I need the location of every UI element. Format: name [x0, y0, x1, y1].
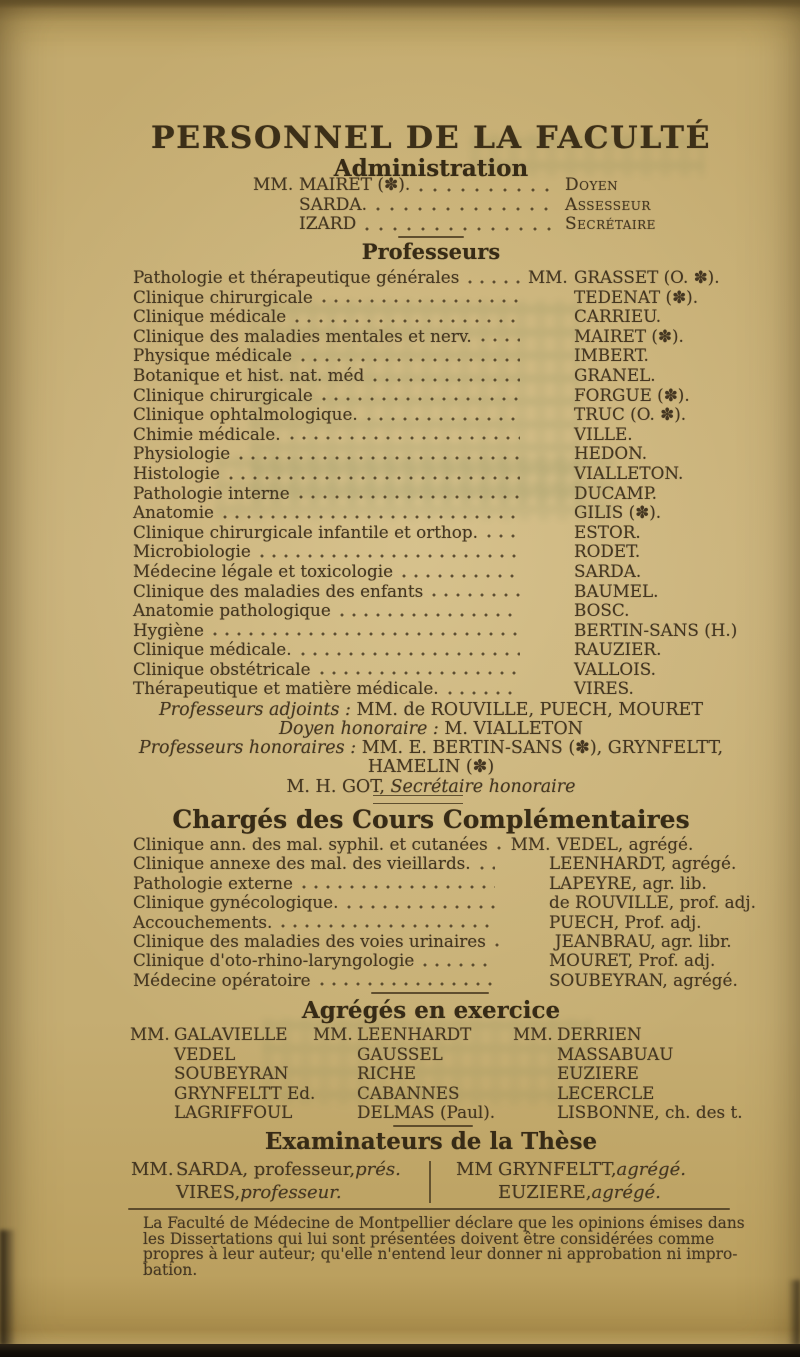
chair-subject: Clinique des maladies mentales et nerv.: [133, 325, 472, 346]
professor-name: RODET.: [574, 541, 641, 562]
cours-row: [133, 835, 800, 854]
cours-row: [133, 913, 800, 932]
course-subject: Médecine opératoire: [133, 969, 311, 990]
dot-leader: [320, 982, 495, 986]
professor-row: [133, 679, 800, 699]
agrege-name: MASSABUAU: [557, 1043, 674, 1064]
professor-row: [133, 366, 800, 386]
chair-subject: Hygiène: [133, 619, 204, 640]
footer-line: propres à leur auteur; qu'elle n'entend leur donner ni approbation ni impro-: [143, 1245, 738, 1264]
doyen-honoraire-line: [62, 719, 800, 739]
agrege-name: DERRIEN: [557, 1024, 642, 1044]
dot-leader: [423, 963, 495, 967]
dot-leader: [497, 846, 503, 850]
examinateurs-right-column: [456, 1158, 686, 1204]
dot-leader: [481, 338, 520, 342]
chair-subject: Clinique chirurgicale: [133, 286, 313, 307]
professor-name: IMBERT.: [574, 345, 649, 366]
lecturer-name: JEANBRAU, agr. libr.: [554, 931, 732, 952]
agrege-name: EUZIERE: [557, 1063, 639, 1083]
agrege-name: GRYNFELTT Ed.: [174, 1082, 316, 1103]
chair-subject: Botanique et hist. nat. méd: [133, 364, 365, 385]
professors-list: [133, 268, 800, 699]
professor-name: ESTOR.: [574, 521, 641, 542]
professor-row: [133, 621, 800, 641]
scan-corner-shadow: [788, 1280, 800, 1346]
mm-prefix: MM.: [528, 267, 568, 287]
person-role: Assesseur: [565, 194, 651, 215]
agrege-name: CABANNES: [357, 1082, 460, 1103]
dot-leader: [365, 227, 557, 231]
faculty-disclaimer: [143, 1214, 745, 1279]
honoraires-names-line2: HAMELIN (✽): [367, 757, 495, 777]
chair-subject: Médecine légale et toxicologie: [133, 560, 394, 581]
doyen-honoraire-label: Doyen honoraire :: [278, 719, 439, 739]
professor-name: VILLE.: [574, 423, 633, 444]
secretaire-name: M. H. GOT,: [286, 777, 385, 797]
lecturer-name: LEENHARDT, agrégé.: [549, 853, 737, 874]
chair-subject: Anatomie: [133, 502, 214, 523]
person-role: Secrétaire: [565, 214, 656, 235]
chair-subject: Physique médicale: [133, 345, 293, 366]
chair-subject: Clinique médicale.: [133, 639, 292, 660]
chair-subject: Chimie médicale.: [133, 423, 281, 444]
mm-prefix: MM.: [513, 1024, 553, 1044]
agrege-name: LAGRIFFOUL: [174, 1102, 293, 1122]
course-subject: Clinique annexe des mal. des vieillards.: [133, 853, 471, 874]
person-role: Doyen: [565, 175, 619, 195]
professor-name: VIALLETON.: [574, 462, 684, 483]
dot-leader: [448, 691, 520, 695]
lecturer-name: MOURET, Prof. adj.: [549, 950, 716, 971]
examinateur-name: VIRES,: [176, 1182, 241, 1203]
dot-leader: [229, 476, 520, 480]
agreges-column: [313, 1025, 495, 1123]
dot-leader: [320, 671, 520, 675]
professor-row: [133, 288, 800, 308]
section-heading-examinateurs: Examinateurs de la Thèse: [264, 1128, 598, 1155]
examinateur-role: professeur.: [240, 1182, 342, 1203]
dot-leader: [367, 417, 520, 421]
professor-row: [133, 405, 800, 425]
professor-name: GRANEL.: [574, 364, 656, 385]
dot-leader: [301, 652, 520, 656]
agrege-name: LECERCLE: [557, 1082, 655, 1103]
dot-leader: [301, 358, 520, 362]
professor-row: [133, 307, 800, 327]
course-subject: Clinique des maladies des voies urinaires: [133, 931, 486, 952]
professor-row: [133, 562, 800, 582]
professor-row: [133, 327, 800, 347]
mm-prefix: MM.: [313, 1024, 353, 1044]
footer-divider-rule: [128, 1208, 730, 1210]
cours-row: [133, 893, 800, 912]
section-heading-cours: Chargés des Cours Complémentaires: [172, 805, 690, 834]
dot-leader: [322, 299, 520, 303]
footer-line: bation.: [143, 1260, 198, 1279]
professor-name: TRUC (O. ✽).: [574, 404, 687, 425]
professor-row: [133, 542, 800, 562]
professor-name: VIRES.: [574, 678, 634, 699]
column-divider-bar: [429, 1161, 431, 1203]
agrege-name: GAUSSEL: [357, 1043, 443, 1064]
professor-row: [133, 268, 800, 288]
examinateur-row: [456, 1158, 686, 1181]
professor-row: [133, 660, 800, 680]
professor-name: CARRIEU.: [574, 306, 662, 327]
scan-corner-shadow: [0, 1230, 16, 1346]
secretaire-role: Secrétaire honoraire: [390, 777, 576, 797]
dot-leader: [213, 632, 520, 636]
examinateur-role: agrégé.: [616, 1159, 686, 1180]
chair-subject: Clinique chirurgicale: [133, 384, 313, 405]
course-subject: Clinique d'oto-rhino-laryngologie: [133, 950, 415, 971]
chair-subject: Clinique médicale: [133, 306, 287, 327]
lecturer-name: LAPEYRE, agr. lib.: [549, 872, 707, 893]
cours-row: [133, 951, 800, 970]
lecturer-name: SOUBEYRAN, agrégé.: [549, 969, 738, 990]
divider-rule: [398, 236, 464, 238]
dot-leader: [402, 574, 520, 578]
dot-leader: [347, 905, 495, 909]
professor-name: DUCAMP.: [574, 482, 657, 503]
dot-leader: [468, 280, 520, 284]
person-name: MAIRET (✽).: [299, 175, 411, 195]
professeurs-honoraires-line: [62, 738, 800, 758]
dot-leader: [295, 319, 520, 323]
dot-leader: [223, 515, 520, 519]
chair-subject: Microbiologie: [133, 541, 251, 562]
professor-name: VALLOIS.: [574, 658, 657, 679]
chair-subject: Pathologie interne: [133, 482, 290, 503]
mm-prefix: MM: [456, 1159, 493, 1180]
footer-line: La Faculté de Médecine de Montpellier déclare que les opinions émises dans: [143, 1214, 745, 1232]
agrege-name: LISBONNE, ch. des t.: [557, 1102, 743, 1122]
professor-row: [133, 346, 800, 366]
examinateur-name: SARDA, professeur,: [176, 1159, 356, 1180]
chair-subject: Clinique obstétricale: [133, 658, 311, 679]
dot-leader: [376, 207, 557, 211]
cours-list: [133, 835, 800, 990]
dot-leader: [487, 534, 520, 538]
cours-row: [133, 971, 800, 990]
dot-leader: [495, 943, 501, 947]
administration-list: [253, 176, 743, 235]
mm-prefix: MM.: [131, 1159, 174, 1180]
dot-leader: [432, 593, 520, 597]
adjoints-label: Professeurs adjoints :: [159, 700, 351, 720]
examinateur-row: [131, 1181, 401, 1204]
professor-name: BAUMEL.: [574, 580, 659, 601]
examinateur-role: prés.: [355, 1159, 401, 1180]
dot-leader: [340, 613, 520, 617]
professor-row: [133, 484, 800, 504]
professor-row: [133, 582, 800, 602]
mm-prefix: MM.: [130, 1024, 170, 1044]
adjoints-names: MM. de ROUVILLE, PUECH, MOURET: [356, 700, 703, 720]
professor-name: RAUZIER.: [574, 639, 662, 660]
professor-name: MAIRET (✽).: [574, 325, 684, 346]
divider-rule: [371, 992, 489, 994]
professor-name: BERTIN-SANS (H.): [574, 619, 738, 640]
section-heading-professeurs: Professeurs: [361, 239, 501, 264]
administration-row: [253, 176, 743, 196]
administration-row: [253, 196, 743, 216]
person-name: SARDA.: [299, 194, 368, 215]
chair-subject: Clinique ophtalmologique.: [133, 404, 358, 425]
examinateur-row: [131, 1158, 401, 1181]
agrege-name-stack: [174, 1025, 315, 1123]
dot-leader: [290, 436, 520, 440]
chair-subject: Pathologie et thérapeutique générales: [133, 267, 460, 287]
agrege-name: DELMAS (Paul).: [357, 1102, 496, 1122]
agrege-name: RICHE: [357, 1063, 416, 1083]
dot-leader: [373, 378, 520, 382]
agreges-column: [513, 1025, 743, 1123]
chair-subject: Thérapeutique et matière médicale.: [133, 678, 439, 699]
chair-subject: Anatomie pathologique: [133, 600, 331, 621]
dot-leader: [480, 866, 495, 870]
course-subject: Accouchements.: [133, 911, 273, 932]
cours-row: [133, 932, 800, 951]
course-subject: Pathologie externe: [133, 872, 293, 893]
professor-row: [133, 601, 800, 621]
section-heading-administration: Administration: [333, 155, 529, 182]
agreges-column: [130, 1025, 315, 1123]
lecturer-name: PUECH, Prof. adj.: [549, 911, 702, 932]
chair-subject: Clinique chirurgicale infantile et orthop.: [133, 521, 478, 542]
course-subject: Clinique ann. des mal. syphil. et cutanées: [133, 834, 488, 854]
scan-bottom-edge: [0, 1344, 800, 1357]
examinateurs-left-column: [131, 1158, 401, 1204]
professor-name: HEDON.: [574, 443, 648, 464]
professor-row: [133, 503, 800, 523]
professor-name: GILIS (✽).: [574, 502, 662, 523]
professor-name: GRASSET (O. ✽).: [574, 267, 720, 287]
professor-row: [133, 523, 800, 543]
page-title: PERSONNEL DE LA FACULTÉ: [150, 120, 712, 156]
mm-prefix: MM.: [253, 175, 294, 195]
agrege-name: LEENHARDT: [357, 1024, 472, 1044]
chair-subject: Clinique des maladies des enfants: [133, 580, 424, 601]
professeurs-adjoints-line: [62, 700, 800, 720]
dot-leader: [239, 456, 520, 460]
cours-row: [133, 874, 800, 893]
honoraires-names: MM. E. BERTIN-SANS (✽), GRYNFELTT,: [361, 738, 724, 758]
professor-name: SARDA.: [574, 560, 642, 581]
examinateur-row: [456, 1181, 686, 1204]
administration-row: [253, 215, 743, 235]
mm-prefix: MM.: [510, 834, 551, 854]
doyen-honoraire-name: M. VIALLETON: [444, 719, 583, 739]
professor-name: BOSC.: [574, 600, 630, 621]
professor-row: [133, 444, 800, 464]
honoraires-label: Professeurs honoraires :: [138, 738, 357, 758]
dot-leader: [260, 554, 520, 558]
lecturer-name: de ROUVILLE, prof. adj.: [549, 892, 756, 913]
professor-row: [133, 464, 800, 484]
agrege-name: SOUBEYRAN: [174, 1063, 289, 1083]
person-name: IZARD: [299, 214, 357, 235]
chair-subject: Physiologie: [133, 443, 231, 464]
double-divider-rule: [373, 795, 463, 804]
dot-leader: [419, 188, 557, 192]
examinateur-name: EUZIERE,: [498, 1182, 592, 1203]
professor-name: TEDENAT (✽).: [574, 286, 699, 307]
scan-top-edge: [0, 0, 800, 9]
examinateur-role: agrégé.: [591, 1182, 661, 1203]
lecturer-name: VEDEL, agrégé.: [556, 834, 694, 854]
secretaire-honoraire-line: [62, 777, 800, 797]
cours-row: [133, 854, 800, 873]
examinateur-name: GRYNFELTT,: [498, 1159, 617, 1180]
chair-subject: Histologie: [133, 462, 220, 483]
course-subject: Clinique gynécologique.: [133, 892, 339, 913]
dot-leader: [299, 495, 520, 499]
professor-row: [133, 386, 800, 406]
agrege-name-stack: [357, 1025, 495, 1123]
professor-row: [133, 425, 800, 445]
section-heading-agreges: Agrégés en exercice: [301, 997, 561, 1024]
professor-row: [133, 640, 800, 660]
agrege-name: VEDEL: [174, 1043, 236, 1064]
dot-leader: [281, 924, 495, 928]
footer-line: les Dissertations qui lui sont présentées doivent être considérées comme: [143, 1229, 715, 1248]
agrege-name-stack: [557, 1025, 743, 1123]
agrege-name: GALAVIELLE: [174, 1024, 288, 1044]
professor-name: FORGUE (✽).: [574, 384, 690, 405]
divider-rule: [393, 1125, 473, 1127]
dot-leader: [302, 885, 495, 889]
dot-leader: [322, 397, 520, 401]
